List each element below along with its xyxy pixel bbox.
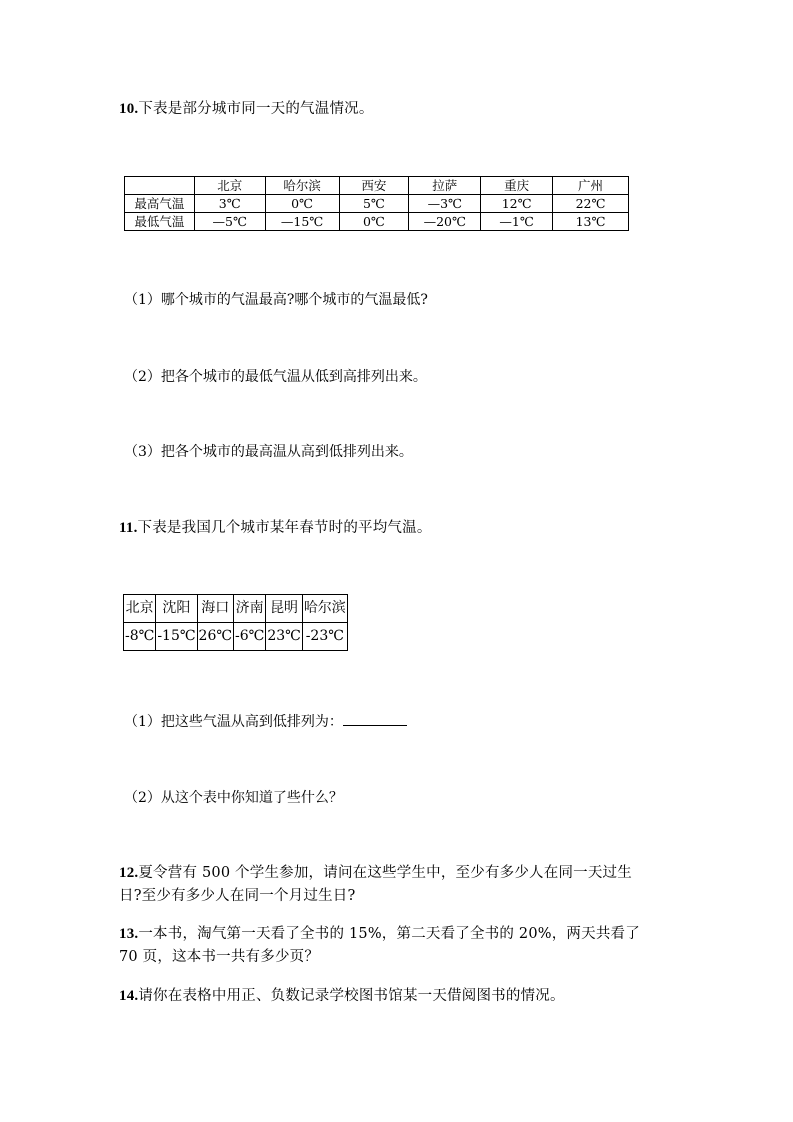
table-header-row — [124, 595, 348, 623]
question-11-number: 11. — [119, 520, 138, 536]
question-14-text: 请你在表格中用正、负数记录学校图书馆某一天借阅图书的情况。 — [138, 988, 565, 1004]
question-11-sub-2: （2）从这个表中你知道了些什么？ — [124, 790, 343, 806]
table-row — [125, 195, 629, 213]
table-cell: 22℃ — [553, 195, 629, 213]
table-cell: 最高气温 — [125, 195, 195, 213]
table-header-cell: 昆明 — [266, 595, 302, 623]
table-header-cell — [125, 177, 195, 195]
table-cell: 26℃ — [197, 623, 233, 651]
table-cell: 12℃ — [481, 195, 553, 213]
question-12-line-2: 日?至少有多少人在同一个月过生日? — [119, 888, 356, 904]
question-10-number: 10. — [119, 101, 139, 117]
table-cell: —5℃ — [194, 213, 265, 231]
table-cell: 5℃ — [339, 195, 409, 213]
table-cell: 3℃ — [194, 195, 265, 213]
question-11-text: 下表是我国几个城市某年春节时的平均气温。 — [137, 520, 432, 536]
table-header-row — [125, 177, 629, 195]
table-cell: 23℃ — [266, 623, 302, 651]
question-14 — [119, 984, 565, 1005]
table-header-cell: 哈尔滨 — [302, 595, 347, 623]
table-header-cell: 北京 — [194, 177, 265, 195]
table-cell: -15℃ — [156, 623, 197, 651]
question-13-line-2: 70 页，这本书一共有多少页？ — [119, 949, 320, 965]
table-header-cell: 拉萨 — [409, 177, 481, 195]
question-10-sub-1: （1）哪个城市的气温最高?哪个城市的气温最低? — [124, 292, 428, 308]
question-10-sub-2: （2）把各个城市的最低气温从低到高排列出来。 — [124, 369, 427, 385]
question-13 — [119, 922, 640, 943]
question-13-line-1: 一本书，淘气第一天看了全书的 15%，第二天看了全书的 20%，两天共看了 — [138, 926, 640, 942]
question-12 — [119, 861, 632, 882]
table-header-cell: 济南 — [234, 595, 266, 623]
table-header-cell: 广州 — [553, 177, 629, 195]
question-12-number: 12. — [119, 865, 139, 881]
table-cell: -23℃ — [302, 623, 347, 651]
question-11 — [119, 516, 432, 537]
question-10 — [119, 97, 374, 118]
temperature-table-10 — [124, 176, 629, 231]
question-12-line-1: 夏令营有 500 个学生参加，请问在这些学生中，至少有多少人在同一天过生 — [138, 865, 632, 881]
question-10-sub-3: （3）把各个城市的最高温从高到低排列出来。 — [124, 444, 413, 460]
table-cell: —20℃ — [409, 213, 481, 231]
table-header-cell: 哈尔滨 — [265, 177, 339, 195]
table-cell: 0℃ — [339, 213, 409, 231]
table-cell: -6℃ — [234, 623, 266, 651]
table-cell: —15℃ — [265, 213, 339, 231]
question-11-sub-1 — [124, 711, 407, 731]
table-cell: -8℃ — [124, 623, 156, 651]
table-cell: 13℃ — [553, 213, 629, 231]
table-cell: —3℃ — [409, 195, 481, 213]
question-10-text: 下表是部分城市同一天的气温情况。 — [138, 101, 374, 117]
table-header-cell: 重庆 — [481, 177, 553, 195]
table-cell: —1℃ — [481, 213, 553, 231]
question-14-number: 14. — [119, 988, 139, 1004]
temperature-table-11 — [123, 594, 348, 651]
question-13-number: 13. — [119, 926, 139, 942]
table-header-cell: 海口 — [197, 595, 233, 623]
table-header-cell: 沈阳 — [156, 595, 197, 623]
table-row — [125, 213, 629, 231]
table-row — [124, 623, 348, 651]
table-header-cell: 北京 — [124, 595, 156, 623]
table-cell: 最低气温 — [125, 213, 195, 231]
question-11-sub-1-text: （1）把这些气温从高到低排列为： — [124, 714, 343, 730]
table-cell: 0℃ — [265, 195, 339, 213]
answer-blank[interactable] — [343, 712, 407, 726]
table-header-cell: 西安 — [339, 177, 409, 195]
